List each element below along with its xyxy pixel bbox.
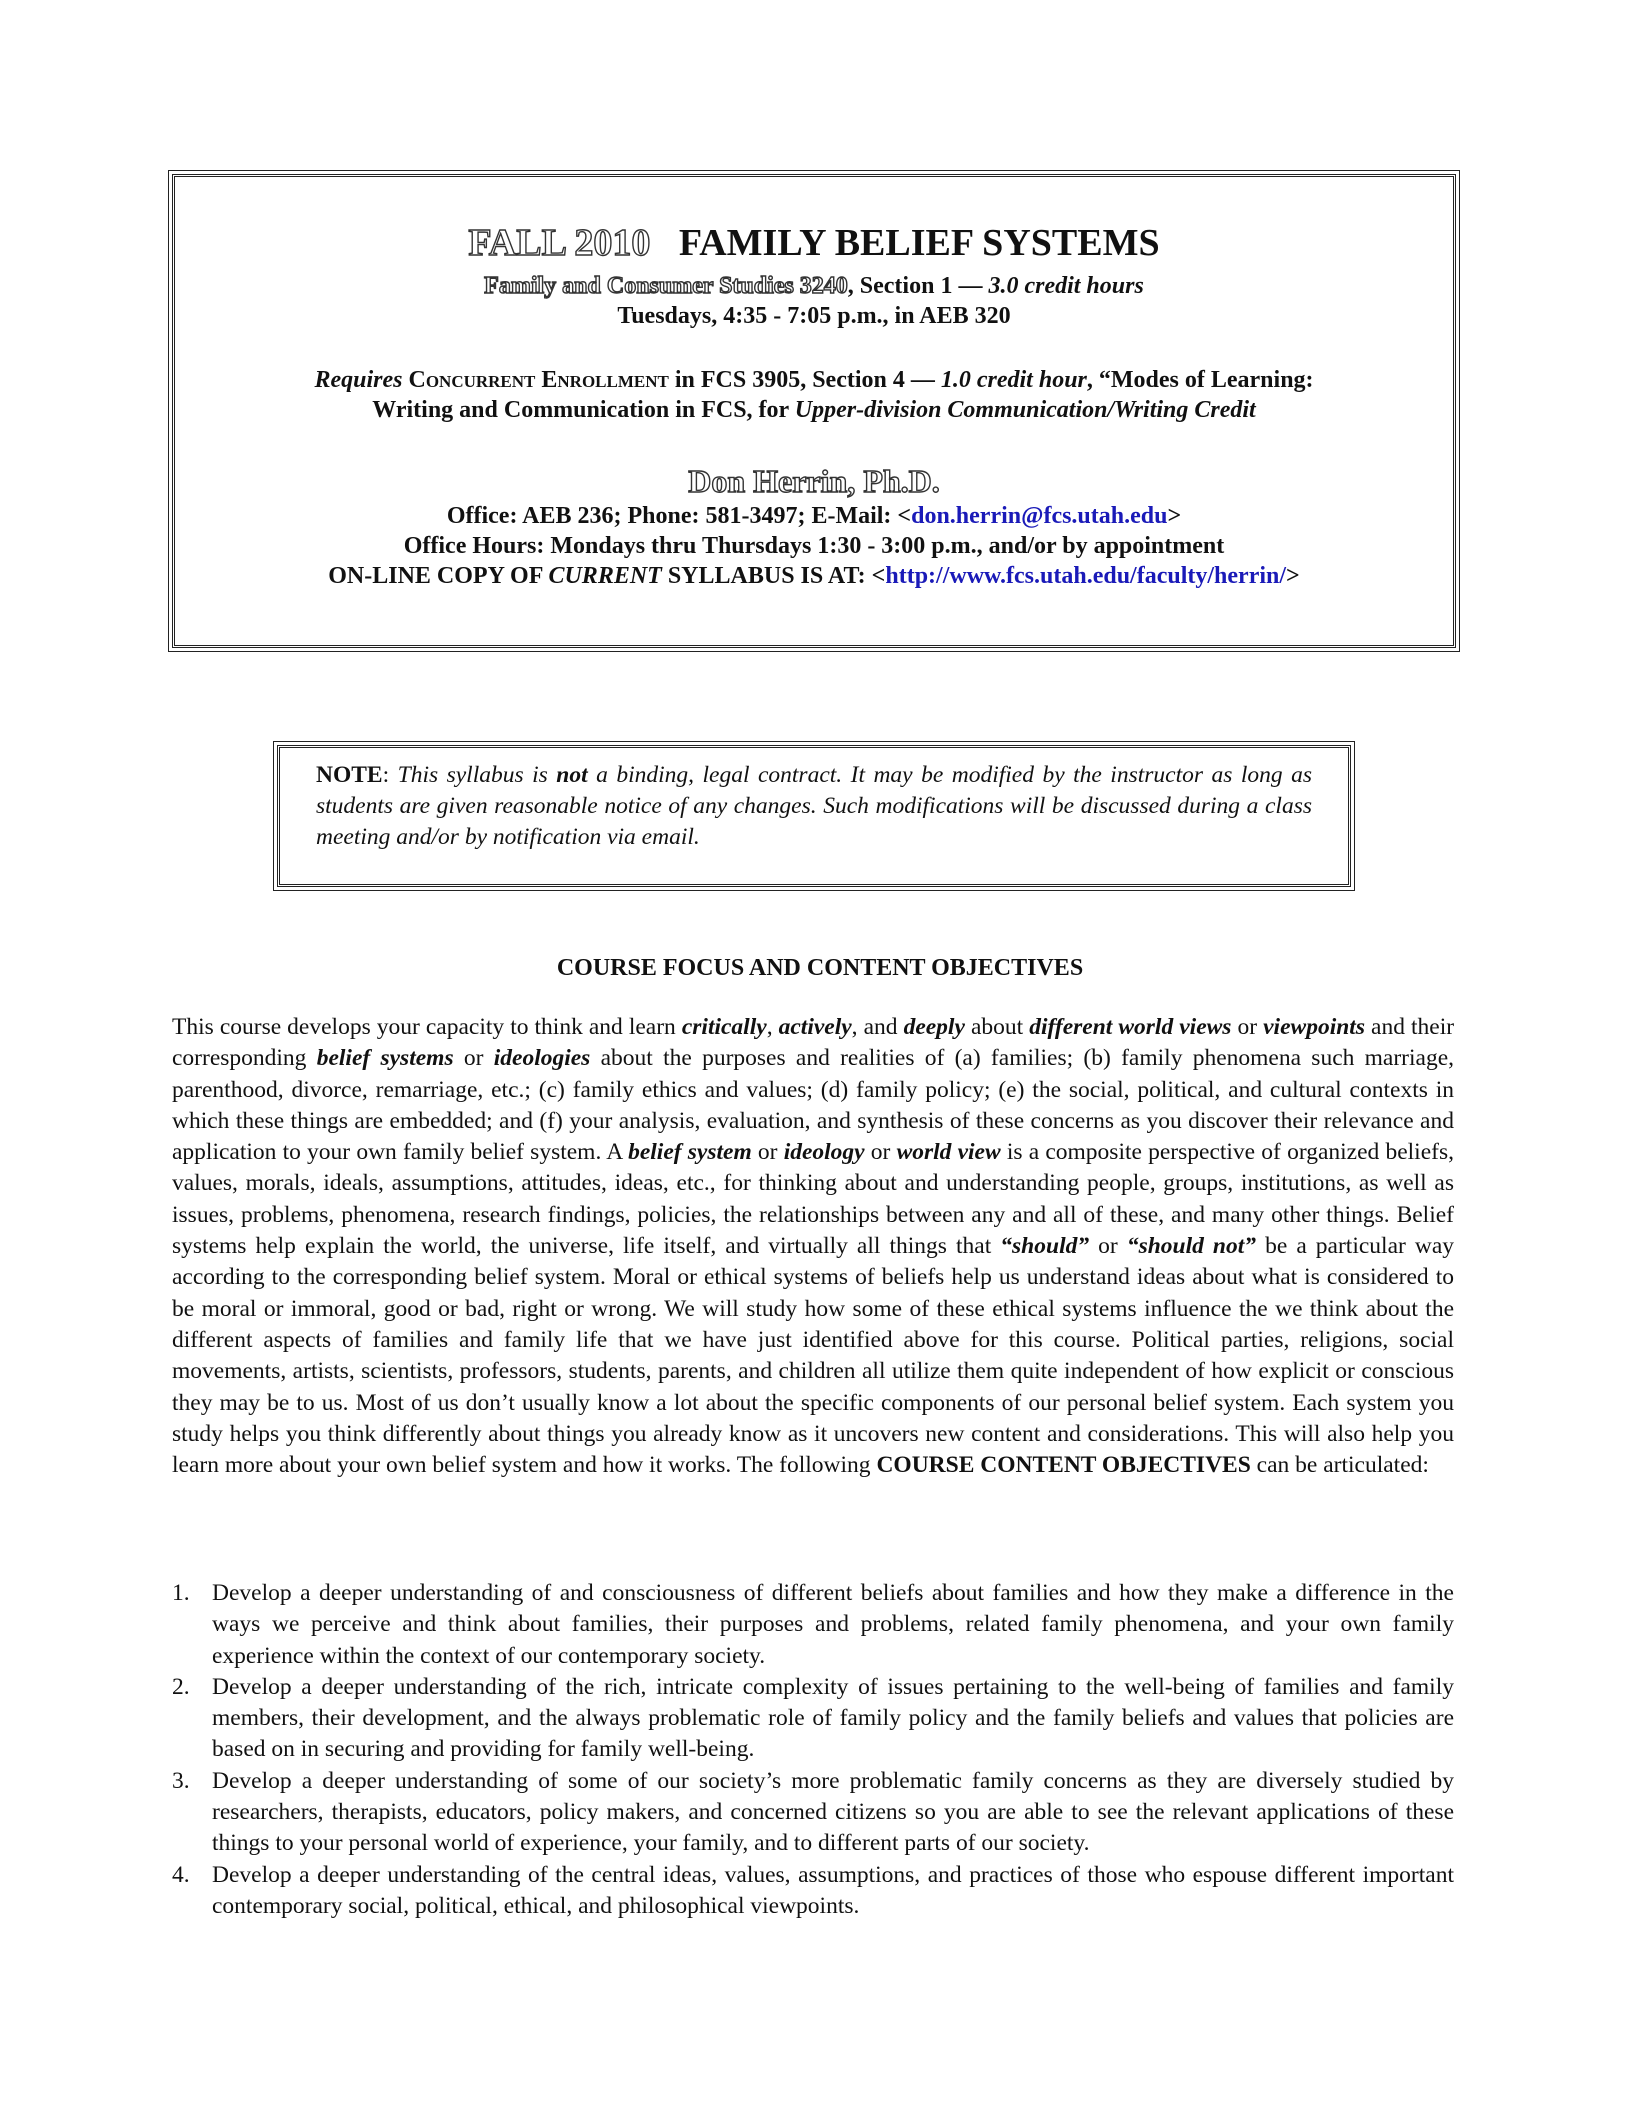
credit-hours: 3.0 credit hours [988, 273, 1144, 299]
list-item [172, 1860, 1454, 1923]
office-prefix: Office: AEB 236; Phone: 581-3497; E-Mail: < [446, 503, 912, 529]
requirement-line2-text: Writing and Communication in FCS, for [372, 397, 789, 423]
email-link[interactable]: don.herrin@fcs.utah.edu [911, 503, 1168, 529]
para-emphasis: “should” [1000, 1233, 1090, 1260]
para-text: about the purposes and realities of (a) families; (b) family phenomena such marriage, parenthood, divorce, remarriage, etc.; (c) family ethics and values; (d) family policy; (e) the social, political, and cultural contexts in which these things are embedded; and (f) your analysis, evaluation, and synthesis of these concerns as you discover their relevance and application to your own family belief system. A [172, 1045, 1455, 1166]
note-box [277, 745, 1351, 887]
note-label: NOTE [316, 762, 383, 788]
para-text: about [970, 1014, 1024, 1040]
note-colon: : [382, 762, 398, 788]
course-name: Family and Consumer Studies 3240 [484, 273, 848, 299]
list-number: 2. [172, 1673, 190, 1700]
course-subtitle-line [175, 273, 1453, 300]
course-focus-paragraph [172, 1012, 1454, 1481]
para-emphasis: “should not” [1126, 1233, 1257, 1260]
office-hours: Office Hours: Mondays thru Thursdays 1:30 - 3:00 p.m., and/or by appointment [403, 533, 1225, 559]
para-text: or [1237, 1014, 1258, 1040]
list-text: Develop a deeper understanding of and consciousness of different beliefs about families and how they make a difference in the ways we perceive and think about families, their purposes and problems, related family phenomena, and your own family experience within the context of our contemporary society. [212, 1580, 1454, 1669]
list-number: 4. [172, 1861, 190, 1888]
note-text-c: a binding, legal contract. It may be modified by the instructor as long as students are given reasonable notice of any changes. Such modifications will be discussed during a class meeting and/or by notification via email. [316, 762, 1313, 850]
course-title: FAMILY BELIEF SYSTEMS [678, 222, 1160, 264]
list-number: 1. [172, 1580, 190, 1606]
para-text: or [870, 1139, 891, 1166]
instructor-name: Don Herrin, Ph.D. [688, 463, 940, 499]
para-text: can be articulated: [1256, 1452, 1429, 1479]
para-emphasis: critically [681, 1014, 767, 1040]
para-emphasis: ideology [783, 1139, 865, 1166]
requirement-mid: in FCS 3905, Section 4 — [674, 367, 935, 393]
para-emphasis: world view [896, 1139, 1001, 1166]
office-suffix: > [1167, 503, 1182, 529]
para-text: or [1098, 1233, 1118, 1260]
para-text: This course develops your capacity to think and learn [172, 1014, 676, 1040]
list-item [172, 1672, 1454, 1766]
requirement-line [175, 367, 1453, 394]
online-suffix: > [1286, 563, 1300, 589]
list-text: Develop a deeper understanding of the rich, intricate complexity of issues pertaining to the well-being of families and family members, their development, and the always problematic role of family policy and the family beliefs and values that policies are based on in securing and providing for family well-being. [212, 1673, 1454, 1763]
semester: FALL 2010 [468, 222, 651, 264]
para-emphasis: belief systems [316, 1045, 454, 1072]
section: , Section 1 — [847, 273, 983, 299]
requirement-tail: , “Modes of Learning: [1086, 367, 1314, 393]
para-emphasis: belief system [628, 1139, 752, 1166]
online-syllabus-line [175, 563, 1453, 590]
para-emphasis: ideologies [493, 1045, 591, 1072]
list-text: Develop a deeper understanding of the central ideas, values, assumptions, and practices of those who espouse different important contemporary social, political, ethical, and philosophical viewpoints. [212, 1861, 1454, 1919]
syllabus-url-link[interactable]: http://www.fcs.utah.edu/faculty/herrin/ [885, 563, 1287, 589]
para-text: is a composite perspective of organized beliefs, values, morals, ideals, assumptions, attitudes, ideas, etc., for thinking about and understanding people, groups, institutions, as well as issues, problems, phenomena, research findings, policies, the relationships between any and all of these, and many other things. Belief systems help explain the world, the universe, life itself, and virtually all things that [172, 1139, 1454, 1260]
list-item [172, 1766, 1454, 1860]
para-emphasis: viewpoints [1263, 1014, 1365, 1040]
requirement-line-2 [175, 397, 1453, 424]
objectives-list [172, 1578, 1454, 1922]
office-contact [175, 503, 1453, 530]
para-text: and their corresponding [172, 1014, 1455, 1072]
concurrent-enrollment: Concurrent Enrollment [408, 367, 669, 393]
online-mid: SYLLABUS IS AT: < [667, 563, 886, 589]
requirement-credit: 1.0 credit hour [940, 367, 1087, 393]
para-emphasis: actively [778, 1014, 852, 1040]
requirement-credit-type: Upper-division Communication/Writing Credit [794, 397, 1256, 423]
para-text: , and [851, 1014, 898, 1040]
meeting-time: Tuesdays, 4:35 - 7:05 p.m., in AEB 320 [617, 303, 1011, 329]
para-text: or [463, 1045, 484, 1072]
requires-word: Requires [314, 367, 403, 393]
para-emphasis: different world views [1029, 1014, 1232, 1040]
list-text: Develop a deeper understanding of some of our society’s more problematic family concerns as they are diversely studied by researchers, therapists, educators, policy makers, and concerned citizens so you are able to see the relevant applications of these things to your personal world of experience, your family, and to different parts of our society. [212, 1767, 1454, 1857]
para-text: be a particular way according to the corresponding belief system. Moral or ethical systems of beliefs help us understand ideas about what is considered to be moral or immoral, good or bad, right or wrong. We will study how some of these ethical systems influence the we think about the different aspects of families and family life that we have just identified above for this course. Political parties, religions, social movements, artists, scientists, professors, students, parents, and children all utilize them quite independent of how explicit or conscious they may be to us. Most of us don’t usually know a lot about the specific components of our personal belief system. Each system you study helps you think differently about things you already know as it uncovers new content and considerations. This will also help you learn more about your own belief system and how it works. The following [172, 1233, 1455, 1479]
online-current: CURRENT [548, 563, 662, 589]
note-not: not [556, 762, 588, 788]
para-emphasis: deeply [903, 1014, 965, 1040]
course-title-line [175, 221, 1453, 265]
list-item [172, 1578, 1454, 1672]
online-prefix: ON-LINE COPY OF [328, 563, 543, 589]
para-text: or [757, 1139, 778, 1166]
note-text-b: This syllabus is [397, 762, 548, 788]
para-text: , [766, 1014, 773, 1040]
course-header-box [172, 174, 1456, 648]
list-number: 3. [172, 1767, 190, 1794]
section-heading: COURSE FOCUS AND CONTENT OBJECTIVES [556, 955, 1084, 981]
para-emphasis: COURSE CONTENT OBJECTIVES [876, 1452, 1251, 1479]
